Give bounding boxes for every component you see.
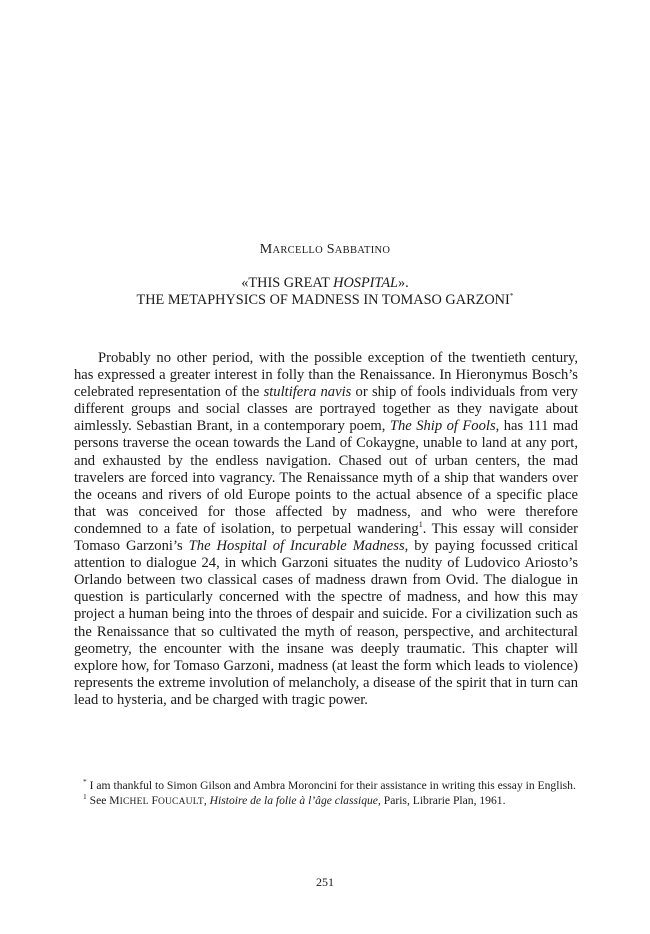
body-paragraph: Probably no other period, with the possible exception of the twentieth century, has expressed a greater interest in folly than the Renaissance. In Hieronymus Bosch’s celebrated representation of the stultifera navis or ship of fools individuals from very different groups and social classes are portrayed together as they navigate about aimlessly. Sebastian Brant, in a contemporary poem, The Ship of Fools, has 111 mad persons traverse the ocean towards the Land of Cokaygne, unable to land at any port, and exhausted by the endless navigation. Chased out of urban centers, the mad travelers are forced into vagrancy. The Renaissance myth of a ship that wanders over the oceans and rivers of old Europe points to the actual absence of a specific place that was conceived for those affected by madness, and who were therefore condemned to a fate of isolation, to perpetual wandering$^1$. This essay will consider Tomaso Garzoni’s The Hospital of Incurable Madness, by paying focussed critical attention to dialogue 24, in which Garzoni situates the nudity of Ludovico Ariosto’s Orlando between two classical cases of madness drawn from Ovid. The dialogue in question is particularly concerned with the spectre of madness, and how this may project a human being into the throes of despair and suicide. For a civilization such as the Renaissance that so cultivated the myth of reason, perspective, and architectural geometry, the encounter with the insane was deeply traumatic. This chapter will explore how, for Tomaso Garzoni, madness (at least the form which leads to violence) represents the extreme involution of melancholy, a disease of the spirit that in turn can lead to hysteria, and be charged with tragic power.: [74, 350, 579, 708]
footnote-marker: 1: [83, 792, 87, 802]
chapter-title: [0, 275, 650, 309]
footnote-marker: *: [83, 777, 87, 787]
italic-term: stultifera navis: [263, 384, 352, 401]
title-italic: HOSPITAL: [333, 275, 399, 291]
italic-title: The Hospital of Incurable Madness: [188, 538, 405, 555]
footnote-star: * I am thankful to Simon Gilson and Ambra Moroncini for their assistance in writing this essay in English.: [83, 777, 576, 792]
title-line-1: «THIS GREAT HOSPITAL».: [241, 275, 409, 291]
author-initial: M: [259, 242, 273, 257]
footnotes: [74, 778, 578, 810]
page-number: 251: [316, 875, 334, 889]
author-name: [0, 241, 650, 258]
author-smallcaps: ARCELLO: [272, 245, 323, 256]
author-initial: S: [326, 242, 335, 257]
italic-title: The Ship of Fools: [389, 418, 496, 435]
italic-title: Histoire de la folie à l’âge classique: [209, 794, 378, 807]
title-line-2: THE METAPHYSICS OF MADNESS IN TOMASO GARZONI*: [136, 291, 514, 308]
footnote-reference: 1: [418, 520, 423, 530]
author-smallcaps: ABBATINO: [334, 245, 391, 256]
footnote-marker: *: [509, 291, 514, 301]
footnote-1: $^1$ See MICHEL FOUCAULT, Histoire de la folie à l’âge classique, Paris, Librarie Plan, 1961.: [83, 792, 506, 807]
